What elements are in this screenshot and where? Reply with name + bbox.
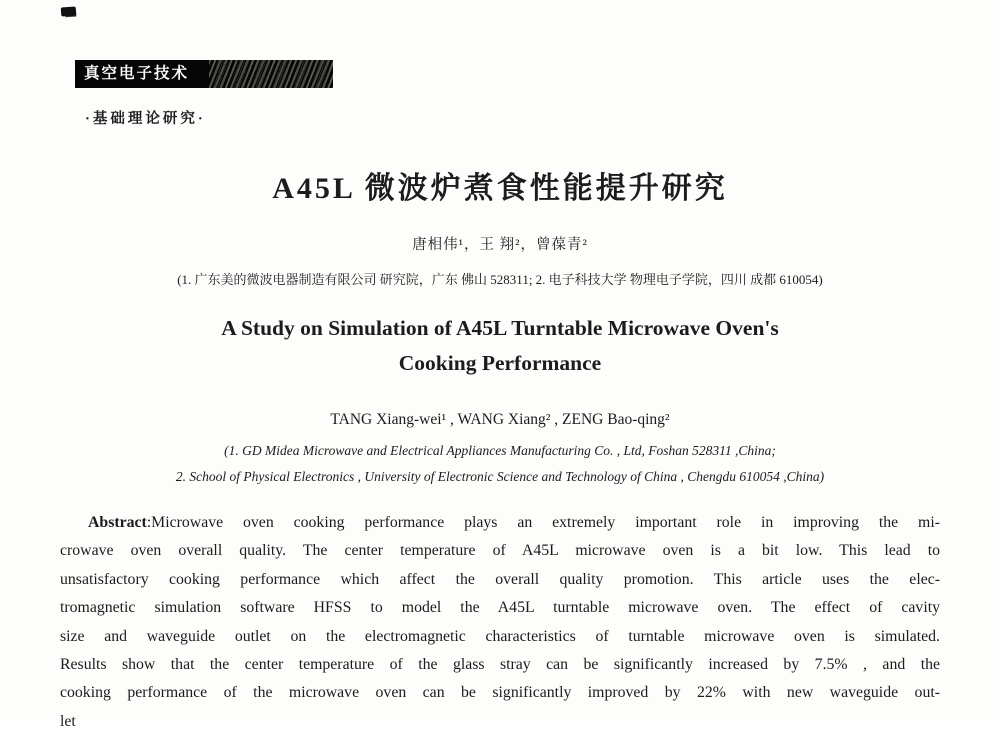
scan-artifact (61, 6, 77, 16)
abstract-line-1-text: :Microwave oven cooking performance plays an extremely important role in improving the mi- (146, 514, 940, 531)
abstract-line-3: unsatisfactory cooking performance which affect the overall quality promotion. This article uses the elec- (60, 570, 940, 588)
page-title-chinese: A45L 微波炉煮食性能提升研究 (272, 172, 728, 205)
abstract-line-4: tromagnetic simulation software HFSS to model the A45L turntable microwave oven. The effect of cavity (60, 599, 940, 617)
affiliations-english-line2: 2. School of Physical Electronics , University of Electronic Science and Technology of China , Chengdu 610054 ,China) (175, 469, 825, 484)
abstract-label: Abstract (88, 514, 147, 531)
abstract-line-8: let (60, 712, 76, 730)
affiliations-english (0, 438, 1000, 490)
abstract-line-7: cooking performance of the microwave oven can be significantly improved by 22% with new waveguide out- (60, 684, 940, 702)
abstract-line-5: size and waveguide outlet on the electromagnetic characteristics of turntable microwave oven is simulated. (60, 627, 940, 645)
abstract-line-6: Results show that the center temperature of the glass stray can be significantly increased by 7.5% , and the (60, 656, 940, 674)
journal-banner (75, 60, 333, 88)
affiliations-chinese: (1. 广东美的微波电器制造有限公司 研究院，广东 佛山 528311; 2. 电子科技大学 物理电子学院，四川 成都 610054) (177, 272, 823, 287)
section-label: ·基础理论研究· (85, 111, 206, 127)
journal-banner-text: 真空电子技术 (84, 65, 190, 82)
abstract-line-1 (60, 509, 940, 537)
title-english-line1: A Study on Simulation of A45L Turntable Microwave Oven's (221, 316, 779, 340)
page-title-english (0, 311, 1000, 381)
abstract-line-2: crowave oven overall quality. The center temperature of A45L microwave oven is a bit low. This lead to (60, 542, 940, 560)
authors-chinese: 唐相伟¹，王 翔²，曾葆青² (412, 237, 588, 253)
title-english-line2: Cooking Performance (398, 351, 602, 375)
affiliations-english-line1: (1. GD Midea Microwave and Electrical Appliances Manufacturing Co. , Ltd, Foshan 528311 ,China; (224, 443, 776, 458)
abstract (60, 509, 940, 736)
authors-english: TANG Xiang-wei¹ , WANG Xiang² , ZENG Bao-qing² (330, 411, 670, 428)
